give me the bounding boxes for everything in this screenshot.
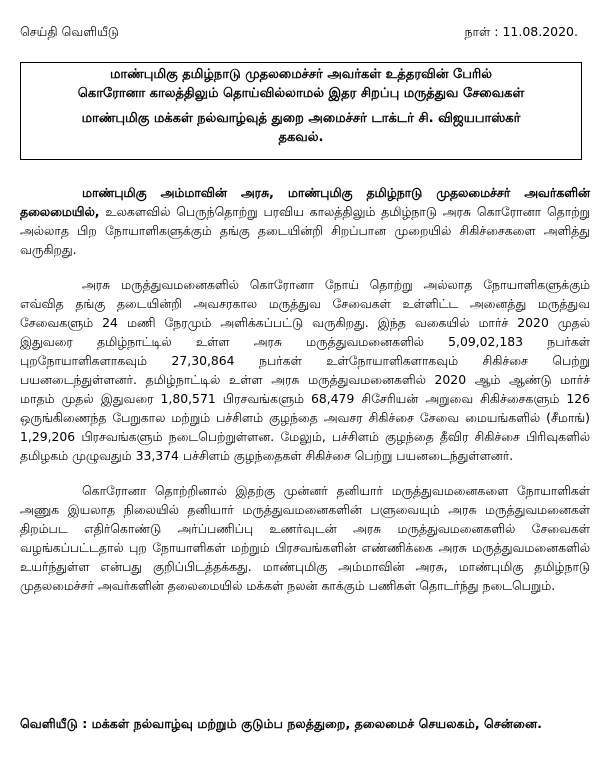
paragraph-2: அரசு மருத்துவமனைகளில் கொரோனா நோய் தொற்று அல்லாத நோயாளிகளுக்கும் எவ்வித தங்கு தடையின்றி அவசரகால மருத்துவ சேவைகள் உள்ளிட்ட அனைத்து மருத்துவ சேவைகளும் 24 மணி நேரமும் அளிக்கப்பட்டு வருகிறது. இந்த வகையில் மார்ச் 2020 முதல் இதுவரை தமிழ்நாட்டில் உள்ள அரசு மருத்துவமனைகளில் 5,09,02,183 நபர்கள் புறநோயாளிகளாகவும் 27,30,864 நபர்கள் உள்நோயாளிகளாகவும் சிகிச்சை பெற்று பயனடைந்துள்ளனர். தமிழ்நாட்டில் உள்ள அரசு மருத்துவமனைகளில் 2020 ஆம் ஆண்டு மார்ச் மாதம் முதல் இதுவரை 1,80,571 பிரசவங்களும் 68,479 சிசேரியன் அறுவை சிகிச்சைகளும் 126 ஒருங்கிணைந்த பேறுகால மற்றும் பச்சிளம் குழந்தை அவசர சிகிச்சை சேவை மையங்களில் (சீமாங்) 1,29,206 பிரசவங்களும் நடைபெற்றுள்ளன. மேலும், பச்சிளம் குழந்தை தீவிர சிகிச்சை பிரிவுகளில் தமிழகம் முழுவதும் 33,374 பச்சிளம் குழந்தைகள் சிகிச்சை பெற்று பயனடைந்துள்ளனர்.	[20, 277, 590, 463]
title-line-1: மாண்புமிகு தமிழ்நாடு முதலமைச்சர் அவர்கள் உத்தரவின் பேரில்	[109, 67, 493, 82]
title-box	[20, 62, 582, 160]
release-footer: வெளியீடு : மக்கள் நல்வாழ்வு மற்றும் குடும்ப நலத்துறை, தலைமைச் செயலகம், சென்னை.	[20, 716, 542, 731]
title-line-2: கொரோனா காலத்திலும் தொய்வில்லாமல் இதர சிறப்பு மருத்துவ சேவைகள்	[77, 86, 525, 101]
release-date: நாள் : 11.08.2020.	[464, 24, 578, 39]
header-row	[20, 24, 578, 41]
body-text	[20, 183, 590, 611]
title-line-4: தகவல்.	[278, 130, 324, 145]
paragraph-1	[20, 183, 590, 259]
paragraph-1-rest: உலகளவில் பெருந்தொற்று பரவிய காலத்திலும் தமிழ்நாடு அரசு கொரோனா தொற்று அல்லாத பிற நோயாளிகளுக்கும் தங்கு தடையின்றி சிறப்பான முறையில் சிகிச்சைகளை அளித்து வருகிறது.	[20, 204, 590, 257]
paragraph-1-bold: மாண்புமிகு அம்மாவின் அரசு, மாண்புமிகு தமிழ்நாடு முதலமைச்சர் அவர்களின் தலைமையில்,	[20, 185, 590, 219]
paragraph-3: கொரோனா தொற்றினால் இதற்கு முன்னர் தனியார் மருத்துவமனைகளை நோயாளிகள் அணுக இயலாத நிலையில் தனியார் மருத்துவமனைகளின் பளுவையும் அரசு மருத்துவமனைகள் திறம்பட எதிர்கொண்டு அர்ப்பணிப்பு உணர்வுடன் அரசு மருத்துவமனைகளில் சேவைகள் வழங்கப்பட்டதால் புற நோயாளிகள் மற்றும் பிரசவங்களின் எண்ணிக்கை அரசு மருத்துவமனைகளில் உயர்ந்துள்ள என்பது குறிப்பிடத்தக்கது. மாண்புமிகு அம்மாவின் அரசு, மாண்புமிகு தமிழ்நாடு முதலமைச்சர் அவர்களின் தலைமையில் மக்கள் நலன் காக்கும் பணிகள் தொடர்ந்து நடைபெறும்.	[20, 483, 590, 593]
press-release-label: செய்தி வெளியீடு	[20, 24, 119, 39]
title-line-3: மாண்புமிகு மக்கள் நல்வாழ்வுத் துறை அமைச்சர் டாக்டர் சி. விஜயபாஸ்கர்	[81, 111, 521, 126]
